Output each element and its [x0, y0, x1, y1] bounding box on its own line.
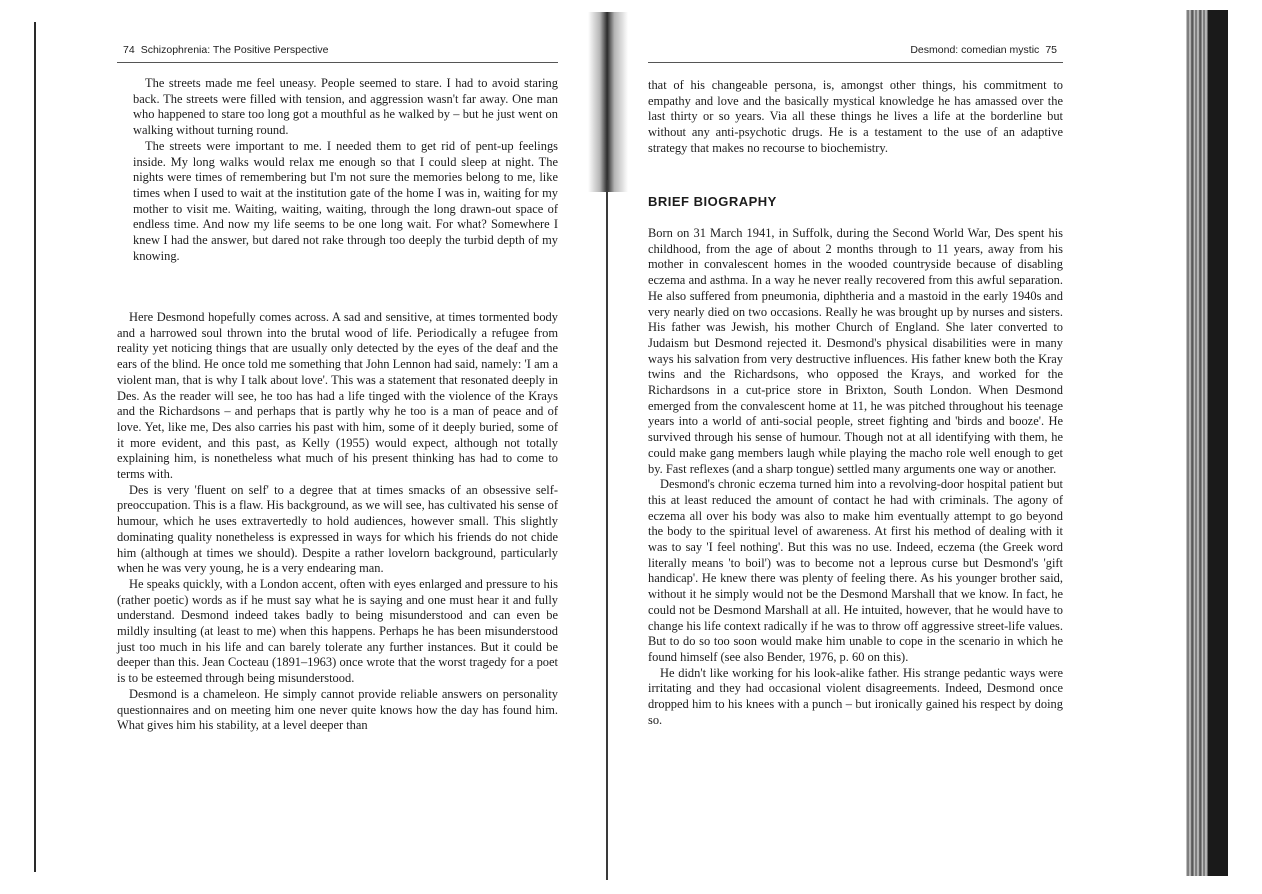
section-heading: BRIEF BIOGRAPHY — [648, 194, 777, 209]
left-header-rule — [117, 62, 558, 63]
body-paragraph: Here Desmond hopefully comes across. A sad and sensitive, at times tormented body and a harrowed soul thrown into the brutal wood of life. Periodically a refugee from reality yet noticing things that are usually only detected by the eyes of the deaf and the ears of the blind. He once told me something that John Lennon had said, namely: 'I am a violent man, that is why I talk about love'. This was a statement that resonated deeply in Des. As the reader will see, he too has had a life tinged with the violence of the Krays and the Richardsons – and perhaps that is partly why he too is a man of peace and of love. Yet, like me, Des also carries his past with him, some of it deeply buried, some of it more evident, and this past, as Kelly (1955) would expect, although not totally explaining him, is nonetheless what much of his present thinking has had to come to terms with. — [117, 310, 558, 482]
book-gutter-shadow — [588, 12, 628, 192]
book-gutter-line — [606, 180, 608, 880]
right-header-rule — [648, 62, 1063, 63]
right-running-head: Desmond: comedian mystic — [910, 44, 1040, 56]
book-edge-left — [34, 22, 36, 872]
body-paragraph: He speaks quickly, with a London accent, often with eyes enlarged and pressure to his (rather poetic) words as if he must say what he is saying and one must hear it and fully understand. Desmond indeed takes badly to being misunderstood and can even be mildly insulting (at least to me) when this happens. Perhaps he has been misunderstood just too much in his life and can barely tolerate any further instances. But it could be deeper than this. Jean Cocteau (1891–1963) once wrote that the worst tragedy for a poet is to be esteemed through being misunderstood. — [117, 576, 558, 686]
right-continuation-text — [648, 78, 1063, 157]
left-page-header — [117, 44, 558, 58]
right-page-number: 75 — [1045, 44, 1057, 56]
body-paragraph: Des is very 'fluent on self' to a degree that at times smacks of an obsessive self-preoccupation. This is a flaw. His background, as we will see, has cultivated his sense of humour, which he uses extravertedly to hold audiences, however small. This slightly dominating quality nonetheless is expressed in ways for which his friends do not chide him (although at times we should). Despite a rather lovelorn background, particularly when he was very young, he is a very endearing man. — [117, 482, 558, 576]
quote-paragraph: The streets were important to me. I needed them to get rid of pent-up feelings inside. My long walks would relax me enough so that I could sleep at night. The nights were times of remembering but I'm not sure the memories belong to me, like times when I used to wait at the institution gate of the home I was in, waiting for my mother to visit me. Waiting, waiting, waiting, through the long drawn-out space of endless time. And now my life seems to be one long wait. For what? Somewhere I knew I had the answer, but dared not rake through too deeply the turbid depth of my knowing. — [133, 138, 558, 263]
left-block-quote — [133, 76, 558, 264]
body-paragraph: Desmond's chronic eczema turned him into a revolving-door hospital patient but this at least reduced the amount of contact he had with criminals. The agony of eczema all over his body was also to make him eventually attempt to go beyond the body to the spiritual level of awareness. At first his method of dealing with it was to say 'I feel nothing'. But this was no use. Indeed, eczema (the Greek word literally means 'to boil') was to become not a leprous curse but Desmond's 'gift handicap'. He knew there was plenty of feeling there. As his younger brother said, without it he simply would not be the Desmond Marshall that we know. In fact, he could not be Desmond Marshall at all. He intuited, however, that he would have to change his life context radically if he was to throw off aggressive street-life values. But to do so too soon would make him unable to cope in the scenario in which he found himself (see also Bender, 1976, p. 60 on this). — [648, 477, 1063, 664]
left-page-number: 74 — [123, 44, 135, 56]
continuation-paragraph: that of his changeable persona, is, amongst other things, his commitment to empathy and love and the basically mystical knowledge he has amassed over the last thirty or so years. Via all these things he lives a life at the borderline but without any anti-psychotic drugs. He is a testament to the use of an adaptive strategy that makes no recourse to biochemistry. — [648, 78, 1063, 155]
body-paragraph: Desmond is a chameleon. He simply cannot provide reliable answers on personality questionnaires and on meeting him one never quite knows how the day has found him. What gives him his stability, at a level deeper than — [117, 686, 558, 733]
body-paragraph: Born on 31 March 1941, in Suffolk, during the Second World War, Des spent his childhood, from the age of about 2 months through to 11 years, away from his mother in convalescent homes in the wooded countryside because of disabling eczema and asthma. In a way he never really recovered from this awful separation. He also suffered from pneumonia, diphtheria and a mastoid in the early 1940s and very nearly died on two occasions. Really he was brought up by nurses and sisters. His father was Jewish, his mother Church of England. She later converted to Judaism but Desmond rejected it. Desmond's physical disabilities were in many ways his salvation from very destructive influences. His father knew both the Kray twins and the Richardsons, who opposed the Krays, and worked for the Richardsons in a cut-price store in Brixton, South London. When Desmond emerged from the convalescent home at 11, he was pitched throughout his teenage years into a world of anti-social people, street fighting and 'birds and booze'. He survived through his sense of humour. Though not at all identifying with them, he could make gang members laugh while playing the macho role well enough to get by. Fast reflexes (and a sharp tongue) settled many arguments one way or another. — [648, 226, 1063, 476]
left-body-text — [117, 310, 558, 734]
body-paragraph: He didn't like working for his look-alike father. His strange pedantic ways were irritating and they had occasional violent disagreements. Indeed, Desmond once dropped him to his knees with a punch – but ironically gained his respect by doing so. — [648, 665, 1063, 727]
quote-paragraph: The streets made me feel uneasy. People seemed to stare. I had to avoid staring back. The streets were filled with tension, and aggression wasn't far away. One man who happened to stare too long got a mouthful as he walked by – but he just went on walking without turning round. — [133, 76, 558, 138]
right-body-text — [648, 226, 1063, 729]
right-page-header — [648, 44, 1063, 58]
book-edge-right-shadow — [1208, 10, 1228, 876]
left-running-head: Schizophrenia: The Positive Perspective — [140, 44, 329, 56]
